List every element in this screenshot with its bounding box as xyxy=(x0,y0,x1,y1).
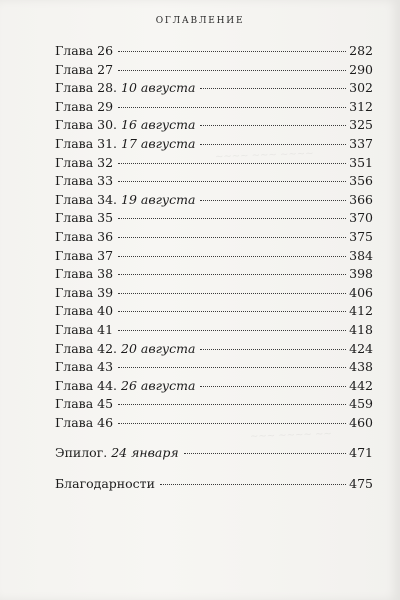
toc-entry xyxy=(55,414,373,433)
dot-leader xyxy=(118,293,346,294)
toc-entry-page-number: 406 xyxy=(349,284,373,300)
toc-entry-label xyxy=(55,228,116,246)
toc-entry-date: 19 августа xyxy=(121,191,196,207)
toc-entry-label xyxy=(55,135,198,153)
dot-leader xyxy=(184,453,347,454)
toc-entry xyxy=(55,475,373,494)
toc-entry-title: Глава 42. xyxy=(55,340,118,356)
toc-entry xyxy=(55,79,373,98)
toc-entry-label xyxy=(55,475,158,493)
toc-entry-page-number: 325 xyxy=(349,117,373,133)
dot-leader xyxy=(118,163,346,164)
toc-entry-page-number: 418 xyxy=(349,321,373,337)
toc-entry xyxy=(55,61,373,80)
toc-entry-label xyxy=(55,377,198,395)
toc-entry xyxy=(55,265,373,284)
toc-entry xyxy=(55,321,373,340)
dot-leader xyxy=(200,88,346,89)
page-title: ОГЛАВЛЕНИЕ xyxy=(155,16,245,26)
toc-entry-page-number: 282 xyxy=(349,43,373,58)
dot-leader xyxy=(118,330,346,331)
toc-entry xyxy=(55,116,373,135)
bleed-through-texture: ~~~~ ~~~ ~~~~ xyxy=(214,148,314,163)
toc-entry xyxy=(55,444,373,463)
toc-entry xyxy=(55,340,373,359)
dot-leader xyxy=(118,51,346,52)
toc-entry-page-number: 375 xyxy=(349,228,373,244)
toc-entry-page-number: 384 xyxy=(349,247,373,263)
toc-entry-page-number: 424 xyxy=(349,340,373,356)
toc-entry-page-number: 460 xyxy=(349,414,373,430)
toc-entry-page-number: 312 xyxy=(349,98,373,114)
toc-entry-date: 16 августа xyxy=(121,117,196,133)
toc-entry xyxy=(55,247,373,266)
toc-entry-page-number: 337 xyxy=(349,135,373,151)
toc-entry-date: 10 августа xyxy=(121,80,196,96)
toc-entry-title: Глава 36 xyxy=(55,228,114,244)
dot-leader xyxy=(118,256,346,257)
toc-entry-label xyxy=(55,247,116,265)
toc-entry-page-number: 412 xyxy=(349,303,373,319)
toc-entry-title: Глава 38 xyxy=(55,266,114,282)
toc-entry-page-number: 459 xyxy=(349,396,373,412)
toc-entry-title: Глава 31. xyxy=(55,135,118,151)
toc-entry xyxy=(55,135,373,154)
toc-entry xyxy=(55,302,373,321)
toc-entry xyxy=(55,395,373,414)
dot-leader xyxy=(200,386,346,387)
toc-entry xyxy=(55,191,373,210)
dot-leader xyxy=(118,70,346,71)
toc-entry-page-number: 471 xyxy=(349,445,373,461)
toc-entry-title: Глава 34. xyxy=(55,191,118,207)
toc-entry-page-number: 356 xyxy=(349,173,373,189)
dot-leader xyxy=(200,144,346,145)
toc-entry-page-number: 290 xyxy=(349,61,373,77)
toc-entry-label xyxy=(55,116,198,134)
toc-entry-title: Глава 29 xyxy=(55,98,114,114)
toc-entry xyxy=(55,172,373,191)
toc-entry-label xyxy=(55,414,116,432)
dot-leader xyxy=(118,274,346,275)
dot-leader xyxy=(118,218,346,219)
toc-entry-date: 20 августа xyxy=(121,340,196,356)
dot-leader xyxy=(118,404,346,405)
toc-entry xyxy=(55,228,373,247)
toc-entry-title: Глава 33 xyxy=(55,173,114,189)
dot-leader xyxy=(118,181,346,182)
toc-entry-label xyxy=(55,265,116,283)
dot-leader xyxy=(200,349,346,350)
toc-entry-label xyxy=(55,172,116,190)
toc-entry-page-number: 398 xyxy=(349,266,373,282)
toc-entry-title: Глава 32 xyxy=(55,154,114,170)
toc-entry-page-number: 442 xyxy=(349,377,373,393)
toc-entry xyxy=(55,42,373,61)
dot-leader xyxy=(118,107,346,108)
dot-leader xyxy=(200,200,346,201)
toc-entry xyxy=(55,284,373,303)
dot-leader xyxy=(118,423,346,424)
toc-entry-title: Глава 28. xyxy=(55,80,118,96)
dot-leader xyxy=(118,237,346,238)
toc-entry xyxy=(55,154,373,173)
toc-entry-title: Глава 45 xyxy=(55,396,114,412)
toc-entry-title: Благодарности xyxy=(55,476,155,492)
table-of-contents xyxy=(55,42,373,494)
toc-entry xyxy=(55,358,373,377)
toc-entry-label xyxy=(55,284,116,302)
toc-entry-label xyxy=(55,302,116,320)
toc-entry-label xyxy=(55,98,116,116)
toc-entry-label xyxy=(55,61,116,79)
toc-entry-title: Эпилог. xyxy=(55,445,108,461)
toc-entry-title: Глава 39 xyxy=(55,284,114,300)
toc-entry-page-number: 438 xyxy=(349,359,373,375)
toc-entry-page-number: 302 xyxy=(349,80,373,96)
toc-entry-label xyxy=(55,42,116,60)
toc-entry xyxy=(55,377,373,396)
toc-entry-title: Глава 40 xyxy=(55,303,114,319)
dot-leader xyxy=(118,367,346,368)
toc-entry-label xyxy=(55,321,116,339)
toc-entry xyxy=(55,98,373,117)
dot-leader xyxy=(118,311,346,312)
toc-entry-title: Глава 35 xyxy=(55,210,114,226)
toc-entry-title: Глава 41 xyxy=(55,321,114,337)
toc-entry-label xyxy=(55,395,116,413)
toc-entry-date: 17 августа xyxy=(121,135,196,151)
toc-entry-label xyxy=(55,154,116,172)
toc-entry-label xyxy=(55,358,116,376)
toc-entry-title: Глава 30. xyxy=(55,117,118,133)
toc-entry-label xyxy=(55,191,198,209)
dot-leader xyxy=(200,125,346,126)
toc-entry-page-number: 366 xyxy=(349,191,373,207)
toc-entry-label xyxy=(55,209,116,227)
toc-entry-label xyxy=(55,340,198,358)
toc-entry-date: 24 января xyxy=(111,445,179,461)
toc-entry-date: 26 августа xyxy=(121,377,196,393)
toc-entry-title: Глава 37 xyxy=(55,247,114,263)
bleed-through-texture: ~~~ ~~~~ ~~ xyxy=(249,428,332,443)
toc-entry-title: Глава 27 xyxy=(55,61,114,77)
toc-entry-title: Глава 26 xyxy=(55,43,114,58)
toc-entry-page-number: 370 xyxy=(349,210,373,226)
dot-leader xyxy=(160,484,346,485)
toc-entry-page-number: 351 xyxy=(349,154,373,170)
toc-entry xyxy=(55,209,373,228)
toc-entry-page-number: 475 xyxy=(349,476,373,492)
toc-entry-title: Глава 44. xyxy=(55,377,118,393)
toc-entry-title: Глава 46 xyxy=(55,414,114,430)
toc-entry-label xyxy=(55,79,198,97)
toc-entry-title: Глава 43 xyxy=(55,359,114,375)
toc-entry-label xyxy=(55,444,182,462)
